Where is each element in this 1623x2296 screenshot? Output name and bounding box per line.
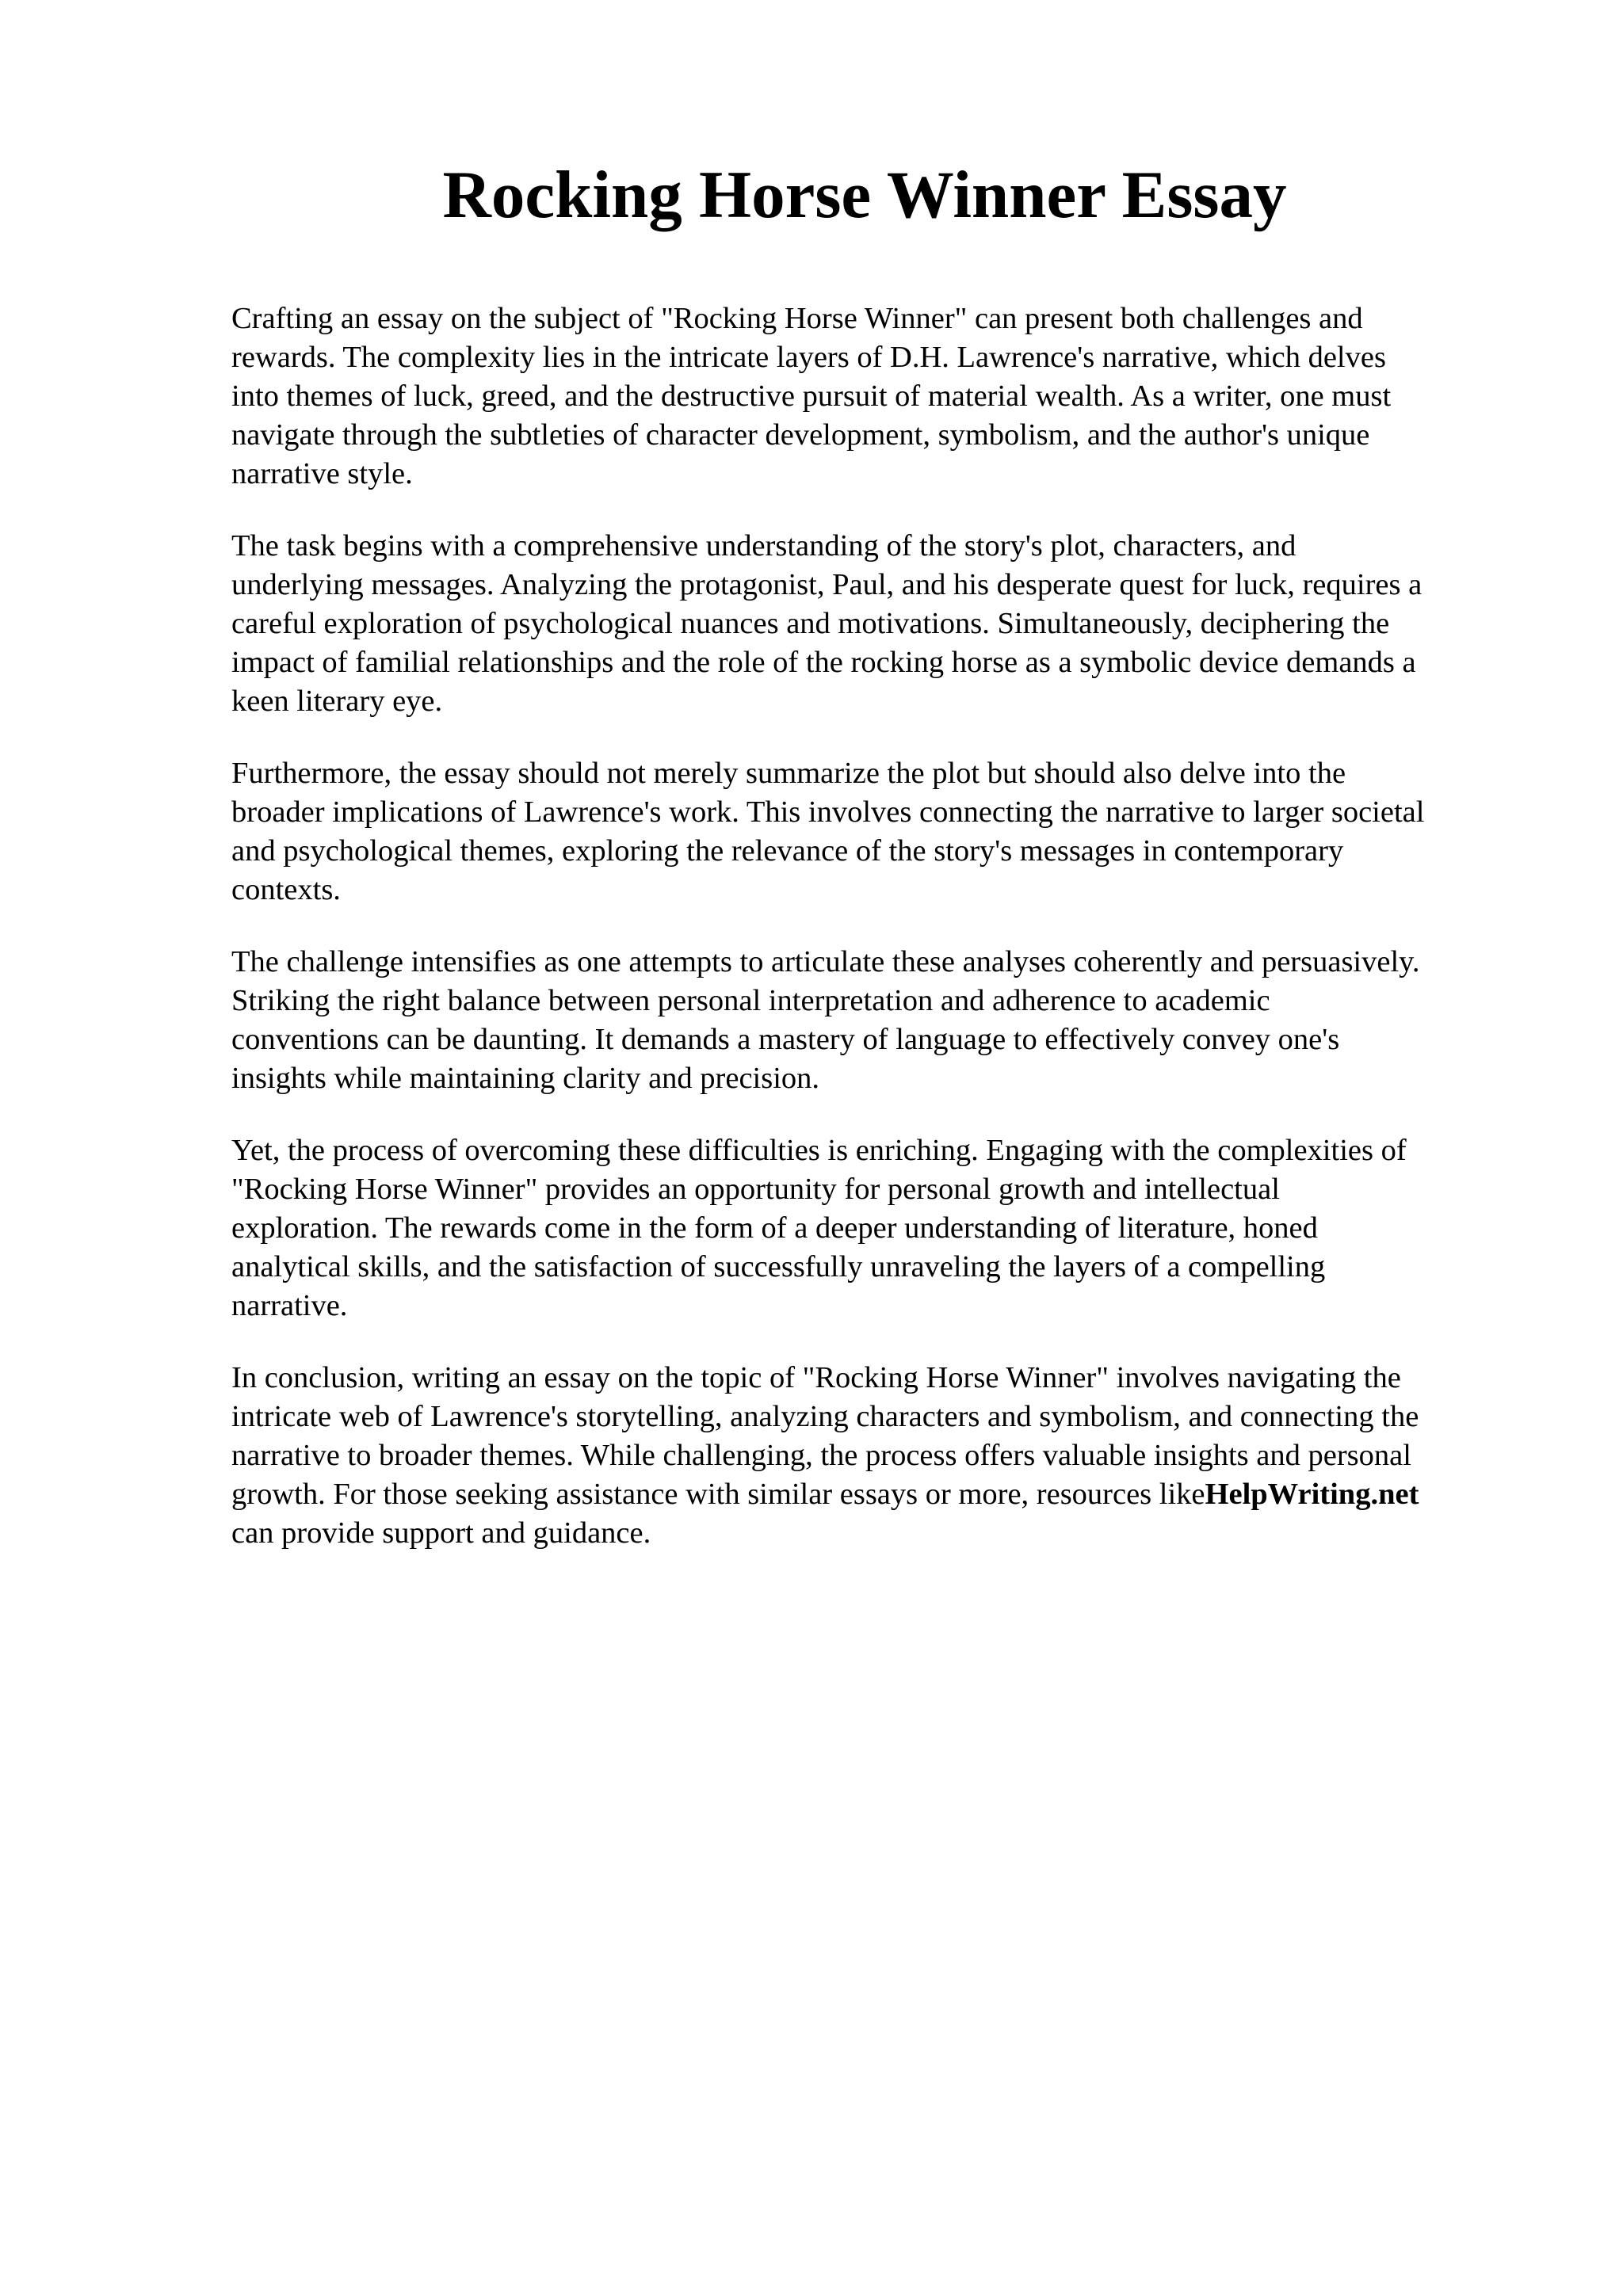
- text-line: keen literary eye.: [231, 685, 443, 718]
- document-title: Rocking Horse Winner Essay: [442, 158, 1287, 232]
- text-line: exploration. The rewards come in the form of a deeper understanding of literature, honed: [231, 1211, 1318, 1245]
- text-line: In conclusion, writing an essay on the topic of "Rocking Horse Winner" involves navigating the: [231, 1361, 1401, 1394]
- document-body: [231, 299, 1531, 1586]
- text-line: careful exploration of psychological nuances and motivations. Simultaneously, deciphering the: [231, 607, 1390, 640]
- text-line: insights while maintaining clarity and precision.: [231, 1062, 820, 1095]
- paragraph-3: [231, 754, 1531, 910]
- text-line-with-link: [231, 1475, 1531, 1514]
- text-line: into themes of luck, greed, and the destructive pursuit of material wealth. As a writer, one must: [231, 379, 1392, 413]
- text-segment: growth. For those seeking assistance with similar essays or more, resources like: [231, 1478, 1205, 1511]
- text-line: narrative to broader themes. While challenging, the process offers valuable insights and personal: [231, 1439, 1411, 1472]
- text-line: Furthermore, the essay should not merely summarize the plot but should also delve into the: [231, 757, 1346, 790]
- text-line: impact of familial relationships and the role of the rocking horse as a symbolic device demands a: [231, 646, 1416, 679]
- text-line: contexts.: [231, 873, 341, 906]
- paragraph-1: [231, 299, 1531, 494]
- text-line: analytical skills, and the satisfaction of successfully unraveling the layers of a compelling: [231, 1250, 1326, 1283]
- text-line: Crafting an essay on the subject of "Rocking Horse Winner" can present both challenges and: [231, 302, 1363, 335]
- helpwriting-link[interactable]: HelpWriting.net: [1205, 1478, 1419, 1511]
- text-line: The challenge intensifies as one attempts to articulate these analyses coherently and persuasively.: [231, 945, 1420, 978]
- text-line: Striking the right balance between personal interpretation and adherence to academic: [231, 984, 1270, 1017]
- text-line: narrative.: [231, 1289, 348, 1322]
- text-line: The task begins with a comprehensive understanding of the story's plot, characters, and: [231, 529, 1296, 563]
- text-line: broader implications of Lawrence's work. This involves connecting the narrative to larger societal: [231, 795, 1425, 829]
- text-line: conventions can be daunting. It demands a mastery of language to effectively convey one's: [231, 1023, 1340, 1056]
- paragraph-2: [231, 527, 1531, 721]
- paragraph-4: [231, 943, 1531, 1098]
- text-line: Yet, the process of overcoming these difficulties is enriching. Engaging with the complexities of: [231, 1134, 1407, 1167]
- text-line: can provide support and guidance.: [231, 1516, 651, 1550]
- paragraph-5: [231, 1131, 1531, 1325]
- paragraph-6: [231, 1359, 1531, 1553]
- text-line: narrative style.: [231, 457, 413, 490]
- text-line: rewards. The complexity lies in the intricate layers of D.H. Lawrence's narrative, which delves: [231, 341, 1386, 374]
- text-line: underlying messages. Analyzing the protagonist, Paul, and his desperate quest for luck, requires a: [231, 568, 1423, 601]
- text-line: "Rocking Horse Winner" provides an opportunity for personal growth and intellectual: [231, 1173, 1280, 1206]
- text-line: intricate web of Lawrence's storytelling, analyzing characters and symbolism, and connecting the: [231, 1400, 1419, 1433]
- text-line: and psychological themes, exploring the relevance of the story's messages in contemporary: [231, 834, 1344, 868]
- text-line: navigate through the subtleties of character development, symbolism, and the author's unique: [231, 418, 1370, 452]
